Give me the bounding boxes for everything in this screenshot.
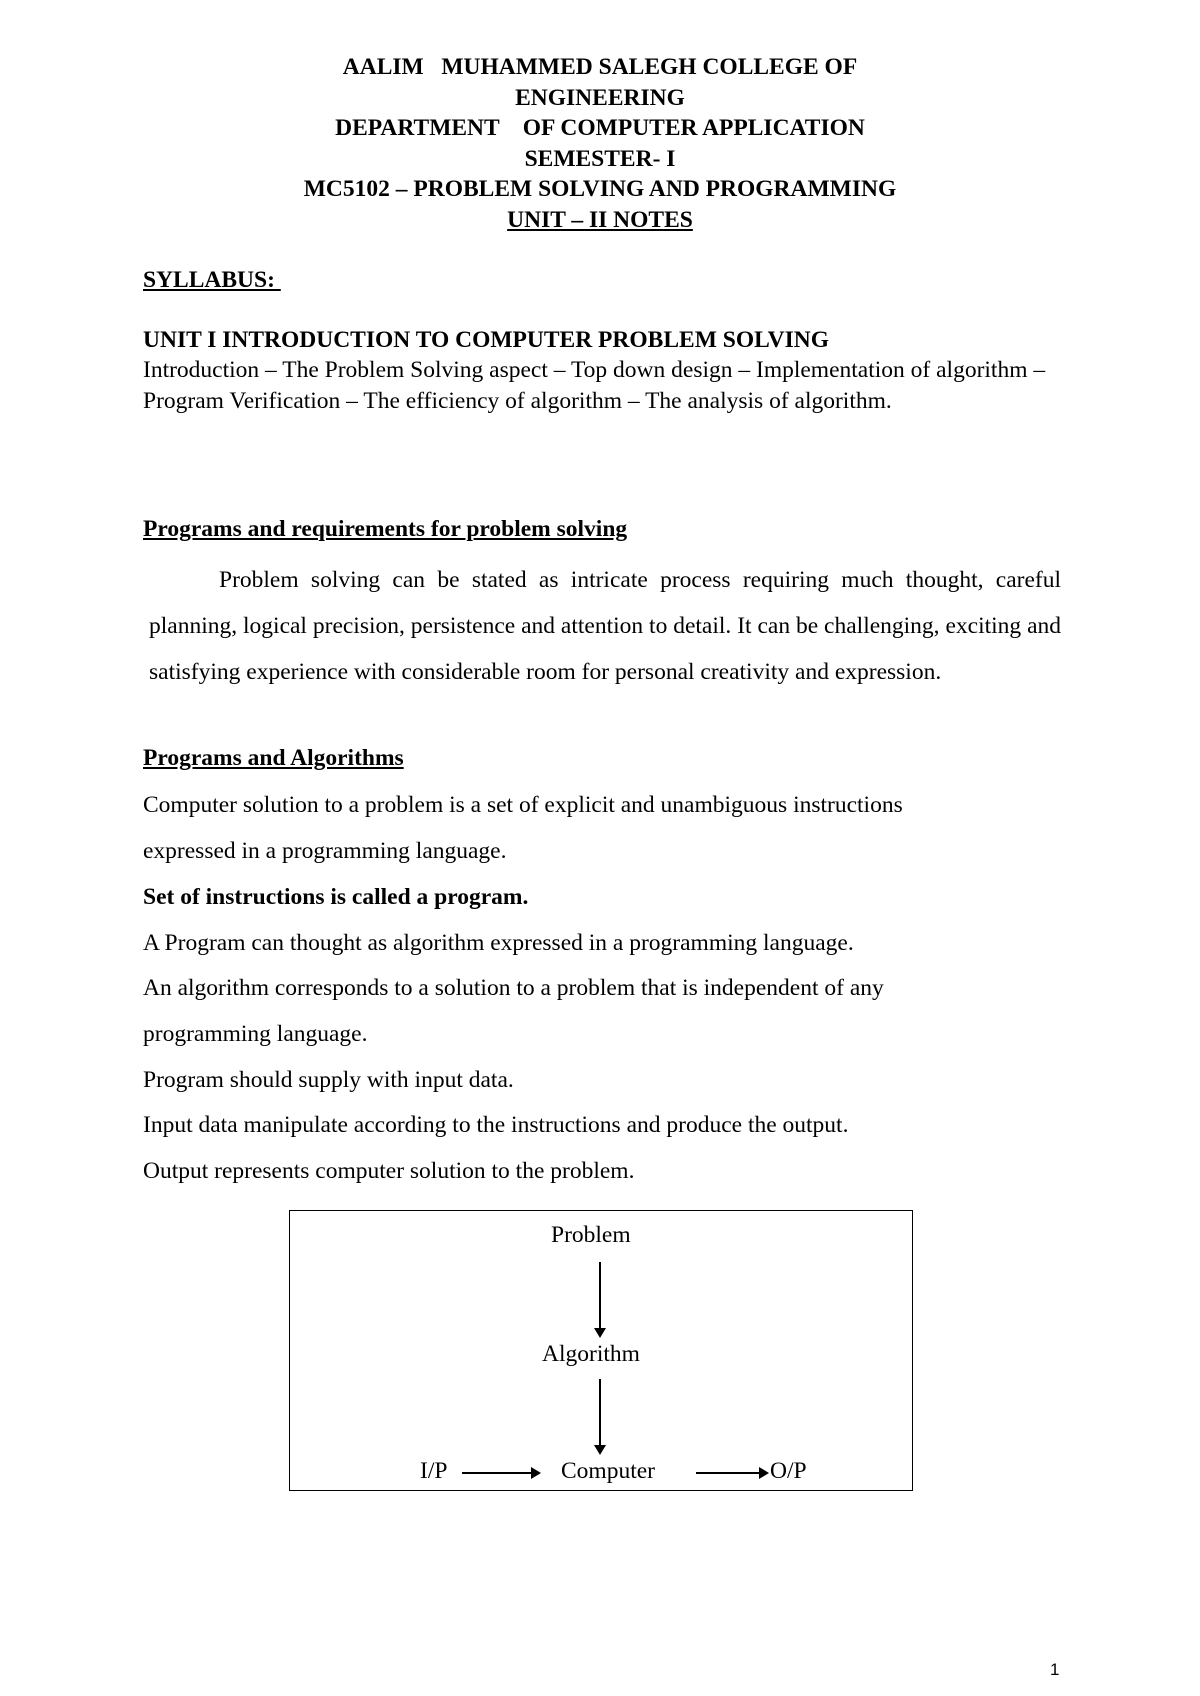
algorithms-line: Computer solution to a problem is a set of explicit and unambiguous instructions — [143, 792, 903, 818]
program-flow-diagram — [289, 1210, 913, 1491]
diagram-problem-label: Problem — [551, 1222, 631, 1248]
diagram-input-label: I/P — [420, 1458, 448, 1484]
algorithms-heading: Programs and Algorithms — [143, 745, 404, 771]
algorithms-line: An algorithm corresponds to a solution to a problem that is independent of any — [143, 975, 884, 1001]
semester-line: SEMESTER- I — [524, 145, 676, 172]
arrow-right-icon — [462, 1472, 532, 1474]
department-line: DEPARTMENT OF COMPUTER APPLICATION — [335, 115, 865, 141]
unit-title: UNIT I INTRODUCTION TO COMPUTER PROBLEM SOLVING — [143, 327, 829, 353]
unit-description: Introduction – The Problem Solving aspect – Top down design – Implementation of algorithm – Program Verification – The efficiency of algorithm – The analysis of algorithm. — [143, 357, 1046, 414]
course-title: MC5102 – PROBLEM SOLVING AND PROGRAMMING — [303, 176, 897, 202]
document-header — [0, 52, 1200, 235]
algorithms-line: Program should supply with input data. — [143, 1067, 514, 1093]
diagram-computer-label: Computer — [561, 1458, 655, 1484]
page-number: 1 — [1050, 1660, 1060, 1679]
algorithms-line: A Program can thought as algorithm expressed in a programming language. — [143, 930, 854, 956]
algorithms-line: Input data manipulate according to the instructions and produce the output. — [143, 1112, 849, 1138]
algorithms-line: Output represents computer solution to the problem. — [143, 1158, 635, 1184]
arrow-down-icon — [599, 1379, 601, 1447]
algorithms-line: expressed in a programming language. — [143, 838, 507, 864]
algorithms-line-bold: Set of instructions is called a program. — [143, 884, 529, 910]
arrow-right-icon — [696, 1472, 760, 1474]
syllabus-heading: SYLLABUS: — [143, 267, 281, 293]
requirements-heading: Programs and requirements for problem solving — [143, 516, 628, 542]
college-name-line: AALIM MUHAMMED SALEGH COLLEGE OF — [342, 54, 858, 80]
diagram-output-label: O/P — [770, 1458, 807, 1484]
arrow-down-icon — [599, 1262, 601, 1330]
diagram-algorithm-label: Algorithm — [542, 1341, 640, 1367]
college-name-line-2: ENGINEERING — [515, 84, 685, 111]
requirements-paragraph: Problem solving can be stated as intricate process requiring much thought, careful planning, logical precision, persistence and attention to detail. It can be challenging, exciting and satisfying experience with considerable room for personal creativity and expression. — [149, 567, 1061, 685]
unit-notes-title: UNIT – II NOTES — [507, 206, 693, 233]
algorithms-line: programming language. — [143, 1021, 368, 1047]
